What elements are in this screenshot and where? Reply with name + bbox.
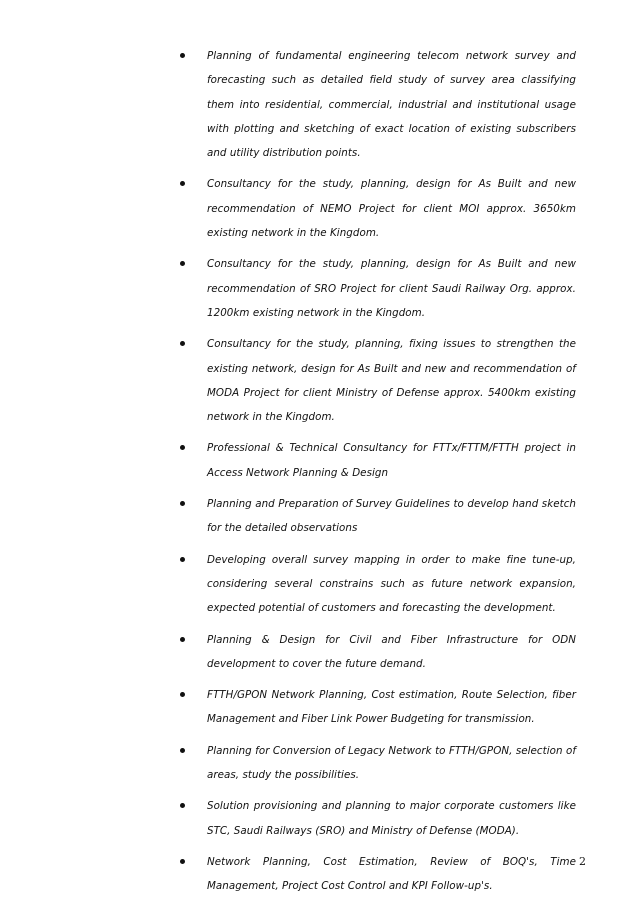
list-item [0,548,638,621]
list-item [0,683,638,732]
bullet-icon [180,557,185,562]
list-item-text: Developing overall survey mapping in order to make fine tune-up, considering several constrains such as future network expansion, expected potential of customers and forecasting the development. [207,553,576,615]
bullet-icon [180,692,185,697]
list-item-text: Consultancy for the study, planning, design for As Built and new recommendation of NEMO Project for client MOI approx. 3650km existing network in the Kingdom. [207,178,576,240]
list-item-text: Planning & Design for Civil and Fiber Infrastructure for ODN development to cover the future demand. [207,633,576,670]
list-item-text: Consultancy for the study, planning, fixing issues to strengthen the existing network, design for As Built and new and recommendation of MODA Project for client Ministry of Defense approx. 5400km existing network in the Kingdom. [207,338,576,424]
list-item [0,794,638,843]
bullet-icon [180,501,185,506]
bullet-icon [180,445,185,450]
page-number: 2 [579,855,586,868]
list-item [0,628,638,677]
bullet-icon [180,261,185,266]
list-item [0,252,638,325]
bullet-icon [180,181,185,186]
list-item-text: Planning of fundamental engineering telecom network survey and forecasting such as detailed field study of survey area classifying them into residential, commercial, industrial and institutional usage with plotting and sketching of exact location of existing subscribers and utility distribution points. [207,50,576,160]
list-item-text: FTTH/GPON Network Planning, Cost estimation, Route Selection, fiber Management and Fiber Link Power Budgeting for transmission. [207,689,576,726]
bullet-icon [180,748,185,753]
list-item [0,332,638,429]
bullet-icon [180,53,185,58]
list-item [0,172,638,245]
list-item [0,436,638,485]
list-item [0,492,638,541]
bullet-icon [180,341,185,346]
list-item [0,739,638,788]
bullet-list [0,44,638,899]
bullet-icon [180,803,185,808]
list-item-text: Solution provisioning and planning to major corporate customers like STC, Saudi Railways (SRO) and Ministry of Defense (MODA). [207,800,576,837]
list-item [0,850,638,899]
list-item-text: Consultancy for the study, planning, design for As Built and new recommendation of SRO Project for client Saudi Railway Org. approx. 1200km existing network in the Kingdom. [207,258,576,319]
list-item-text: Planning and Preparation of Survey Guidelines to develop hand sketch for the detailed observations [207,498,576,535]
bullet-icon [180,637,185,642]
list-item [0,44,638,165]
bullet-icon [180,859,185,864]
list-item-text: Planning for Conversion of Legacy Network to FTTH/GPON, selection of areas, study the possibilities. [207,744,576,782]
list-item-text: Network Planning, Cost Estimation, Review of BOQ's, Time Management, Project Cost Control and KPI Follow-up's. [207,855,576,893]
list-item-text: Professional & Technical Consultancy for FTTx/FTTM/FTTH project in Access Network Planning & Design [207,442,576,479]
